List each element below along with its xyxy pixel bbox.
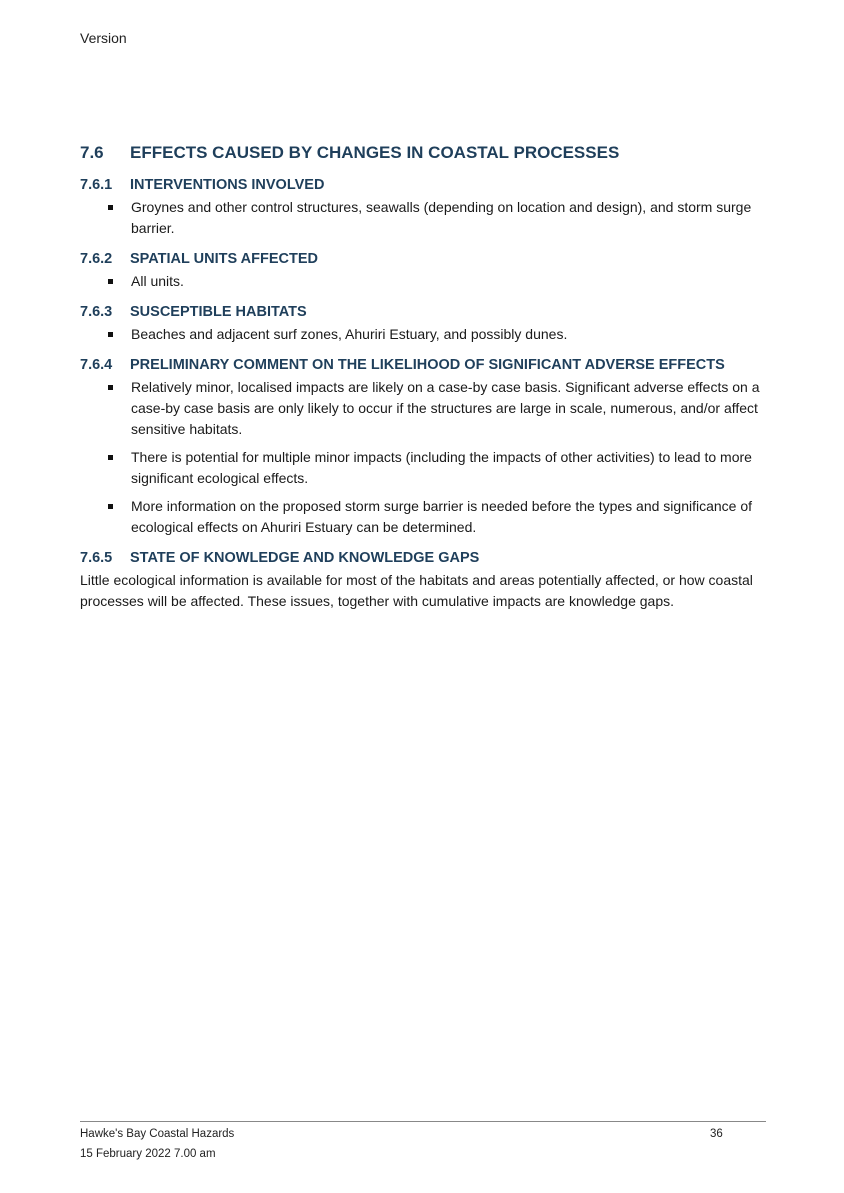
- subsection-title: PRELIMINARY COMMENT ON THE LIKELIHOOD OF SIGNIFICANT ADVERSE EFFECTS: [130, 357, 725, 373]
- subsection-heading: [80, 251, 766, 267]
- footer-page-number: 36: [710, 1128, 723, 1140]
- bullet-icon: [108, 504, 113, 509]
- list-item: [80, 447, 766, 489]
- subsection-number: 7.6.4: [80, 357, 113, 373]
- bullet-list: [80, 197, 766, 239]
- subsection-7-6-5: [80, 550, 766, 612]
- subsection-title: STATE OF KNOWLEDGE AND KNOWLEDGE GAPS: [130, 550, 480, 566]
- bullet-icon: [108, 279, 113, 284]
- footer-document-title: Hawke's Bay Coastal Hazards: [80, 1128, 235, 1140]
- subsection-number: 7.6.2: [80, 251, 113, 267]
- subsection-heading: [80, 550, 766, 566]
- subsection-title: SUSCEPTIBLE HABITATS: [130, 304, 307, 320]
- list-item-text: Beaches and adjacent surf zones, Ahuriri Estuary, and possibly dunes.: [131, 326, 568, 342]
- bullet-list: [80, 271, 766, 292]
- bullet-icon: [108, 205, 113, 210]
- list-item: [80, 197, 766, 239]
- footer-divider: [80, 1121, 766, 1122]
- list-item-text: Relatively minor, localised impacts are likely on a case-by case basis. Significant adverse effects on a case-by case basis are only likely to occur if the structures are large in scale, numerous, and/or affect sensitive habitats.: [131, 379, 760, 437]
- section-number: 7.6: [80, 143, 104, 162]
- bullet-list: [80, 324, 766, 345]
- list-item-text: There is potential for multiple minor impacts (including the impacts of other activities) to lead to more significant ecological effects.: [131, 449, 752, 486]
- list-item: [80, 271, 766, 292]
- body-paragraph: Little ecological information is available for most of the habitats and areas potentially affected, or how coastal processes will be affected. These issues, together with cumulative impacts are knowledge gaps.: [80, 572, 753, 609]
- header-version-label: Version: [80, 30, 127, 46]
- section-title: EFFECTS CAUSED BY CHANGES IN COASTAL PROCESSES: [130, 143, 620, 162]
- list-item-text: Groynes and other control structures, seawalls (depending on location and design), and storm surge barrier.: [131, 199, 752, 236]
- bullet-icon: [108, 332, 113, 337]
- subsection-number: 7.6.1: [80, 177, 113, 193]
- section-heading: [80, 143, 766, 163]
- subsection-number: 7.6.3: [80, 304, 113, 320]
- subsection-heading: [80, 357, 766, 373]
- subsection-heading: [80, 177, 766, 193]
- subsection-heading: [80, 304, 766, 320]
- document-body: [80, 143, 766, 612]
- subsection-title: INTERVENTIONS INVOLVED: [130, 177, 325, 193]
- bullet-list: [80, 377, 766, 538]
- list-item-text: More information on the proposed storm surge barrier is needed before the types and significance of ecological effects on Ahuriri Estuary can be determined.: [131, 498, 753, 535]
- bullet-icon: [108, 385, 113, 390]
- list-item: [80, 377, 766, 440]
- subsection-7-6-1: [80, 177, 766, 239]
- list-item: [80, 324, 766, 345]
- subsection-title: SPATIAL UNITS AFFECTED: [130, 251, 318, 267]
- subsection-number: 7.6.5: [80, 550, 113, 566]
- bullet-icon: [108, 455, 113, 460]
- footer-date: 15 February 2022 7.00 am: [80, 1148, 216, 1160]
- list-item: [80, 496, 766, 538]
- subsection-7-6-4: [80, 357, 766, 538]
- list-item-text: All units.: [131, 273, 184, 289]
- subsection-7-6-3: [80, 304, 766, 345]
- subsection-7-6-2: [80, 251, 766, 292]
